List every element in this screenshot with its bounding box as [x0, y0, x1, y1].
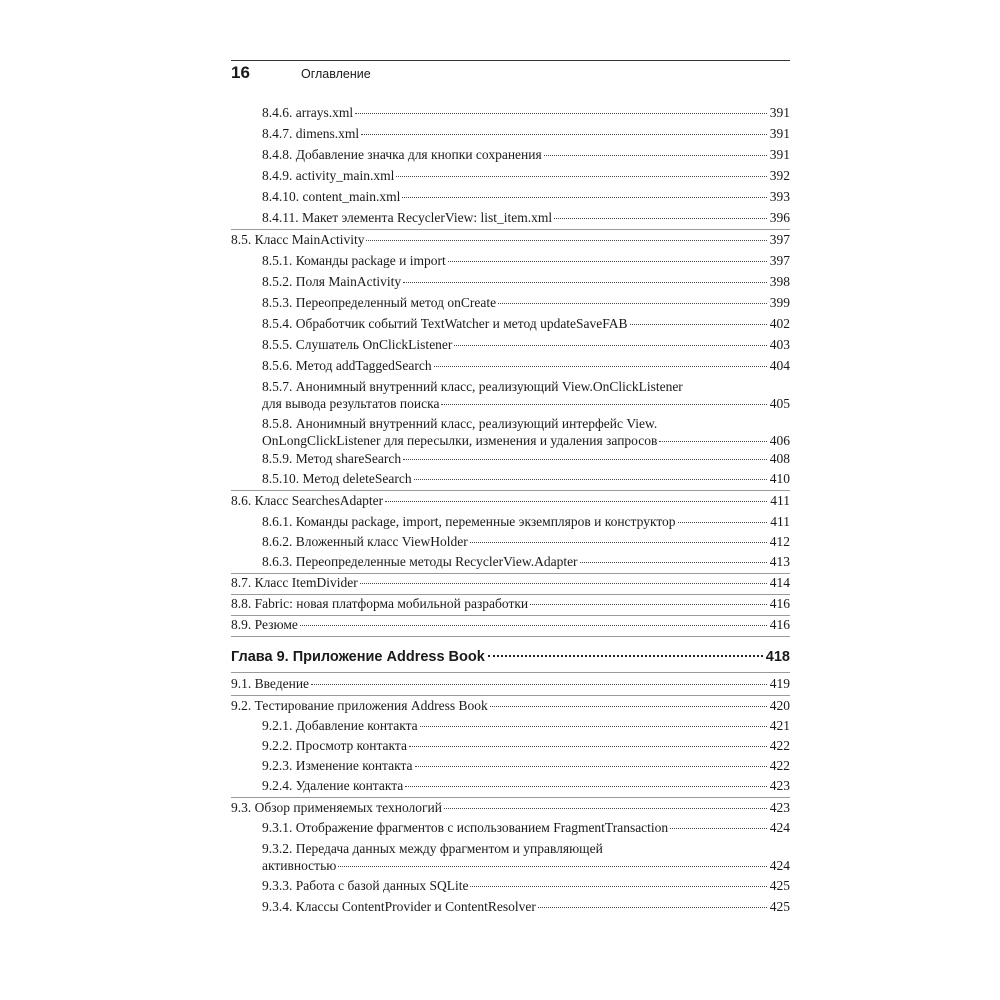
toc-entry	[231, 104, 790, 121]
dot-leader	[403, 282, 767, 283]
toc-entry	[231, 167, 790, 184]
dot-leader	[402, 197, 766, 198]
dot-leader	[405, 786, 766, 787]
dot-leader	[538, 907, 767, 908]
dot-leader	[670, 828, 767, 829]
toc-section-page: 411	[770, 493, 790, 508]
toc-entry-title: 8.5.10. Метод deleteSearch	[262, 471, 412, 486]
toc-entry	[231, 125, 790, 142]
dot-leader	[396, 176, 766, 177]
toc-section-page: 414	[769, 575, 790, 590]
section-divider	[231, 672, 790, 673]
toc-entry-title: 9.2.1. Добавление контакта	[262, 718, 418, 733]
toc-entry	[231, 898, 790, 915]
dot-leader	[580, 562, 767, 563]
dot-leader	[415, 766, 767, 767]
dot-leader	[488, 655, 763, 657]
toc-section-title: 9.2. Тестирование приложения Address Book	[231, 698, 488, 713]
toc-entry-page: 399	[769, 295, 790, 310]
toc-chapter-heading	[231, 648, 790, 666]
toc-entry-multiline	[231, 840, 790, 874]
toc-chapter-title: Глава 9. Приложение Address Book	[231, 649, 485, 665]
toc-entry-page: 391	[769, 126, 790, 141]
toc-chapter-page: 418	[765, 649, 790, 665]
toc-entry-title-line2: активностью	[262, 858, 337, 873]
toc-entry-title: 8.4.10. content_main.xml	[262, 189, 401, 204]
dot-leader	[448, 261, 767, 262]
toc-entry	[231, 357, 790, 374]
dot-leader	[366, 240, 766, 241]
toc-entry-page: 413	[769, 554, 790, 569]
dot-leader	[360, 583, 767, 584]
toc-entry-title: 9.3.4. Классы ContentProvider и ContentResolver	[262, 899, 536, 914]
toc-entry	[231, 533, 790, 550]
dot-leader	[420, 726, 767, 727]
dot-leader	[659, 441, 766, 442]
dot-leader	[338, 866, 766, 867]
toc-entry-title: 8.5.4. Обработчик событий TextWatcher и метод updateSaveFAB	[262, 316, 628, 331]
toc-entry	[231, 737, 790, 754]
dot-leader	[444, 808, 767, 809]
toc-entry-title: 8.4.7. dimens.xml	[262, 126, 360, 141]
toc-entry-title: 9.2.2. Просмотр контакта	[262, 738, 407, 753]
toc-section-title: 8.5. Класс MainActivity	[231, 232, 365, 247]
toc-entry-page: 422	[769, 758, 790, 773]
toc-section	[231, 231, 790, 248]
toc-entry	[231, 513, 790, 530]
dot-leader	[490, 706, 767, 707]
toc-entry	[231, 777, 790, 794]
toc-entry	[231, 336, 790, 353]
toc-entry	[231, 209, 790, 226]
dot-leader	[530, 604, 767, 605]
toc-entry-page: 396	[769, 210, 790, 225]
toc-entry	[231, 252, 790, 269]
toc-entry-page: 393	[769, 189, 790, 204]
dot-leader	[403, 459, 767, 460]
toc-entry-page: 392	[769, 168, 790, 183]
dot-leader	[361, 134, 767, 135]
toc-entry	[231, 470, 790, 487]
toc-entry-title: 8.4.9. activity_main.xml	[262, 168, 395, 183]
toc-section	[231, 697, 790, 714]
toc-entry-title: 8.6.2. Вложенный класс ViewHolder	[262, 534, 468, 549]
toc-entry-page: 404	[769, 358, 790, 373]
dot-leader	[544, 155, 767, 156]
toc-section-page: 416	[769, 596, 790, 611]
toc-entry	[231, 146, 790, 163]
section-divider	[231, 695, 790, 696]
toc-section	[231, 616, 790, 633]
toc-section	[231, 799, 790, 816]
toc-entry-page: 410	[769, 471, 790, 486]
toc-entry-title: 8.4.11. Макет элемента RecyclerView: list_item.xml	[262, 210, 553, 225]
section-divider	[231, 490, 790, 491]
page-number: 16	[231, 63, 250, 82]
toc-entry-page: 402	[769, 316, 790, 331]
toc-entry	[231, 717, 790, 734]
dot-leader	[470, 886, 766, 887]
toc-entry	[231, 757, 790, 774]
dot-leader	[441, 404, 766, 405]
toc-entry-title: 8.5.1. Команды package и import	[262, 253, 446, 268]
toc-entry-title: 9.2.3. Изменение контакта	[262, 758, 413, 773]
dot-leader	[630, 324, 767, 325]
section-divider	[231, 797, 790, 798]
toc-entry	[231, 315, 790, 332]
dot-leader	[678, 522, 768, 523]
book-page	[231, 0, 790, 1000]
toc-entry-page: 425	[769, 899, 790, 914]
toc-section-page: 423	[769, 800, 790, 815]
dot-leader	[454, 345, 766, 346]
toc-entry-page: 421	[769, 718, 790, 733]
toc-entry	[231, 877, 790, 894]
toc-entry-page: 425	[769, 878, 790, 893]
toc-entry-title-line2: OnLongClickListener для пересылки, изменения и удаления запросов	[262, 433, 658, 448]
toc-entry-title: 8.5.5. Слушатель OnClickListener	[262, 337, 453, 352]
toc-section-title: 8.6. Класс SearchesAdapter	[231, 493, 384, 508]
toc-entry-page: 422	[769, 738, 790, 753]
toc-entry-page: 391	[769, 147, 790, 162]
toc-entry-title: 9.3.3. Работа с базой данных SQLite	[262, 878, 469, 893]
toc-section-title: 9.1. Введение	[231, 676, 310, 691]
toc-entry-page: 412	[769, 534, 790, 549]
toc-entry-page: 408	[769, 451, 790, 466]
toc-entry-multiline	[231, 415, 790, 449]
toc-entry-title: 8.4.8. Добавление значка для кнопки сохранения	[262, 147, 542, 162]
dot-leader	[355, 113, 767, 114]
dot-leader	[414, 479, 767, 480]
toc-entry-page: 406	[769, 433, 790, 448]
toc-section-page: 419	[769, 676, 790, 691]
toc-section	[231, 675, 790, 692]
toc-entry-title: 8.5.2. Поля MainActivity	[262, 274, 402, 289]
toc-entry-page: 411	[770, 514, 790, 529]
toc-entry-multiline	[231, 378, 790, 412]
dot-leader	[409, 746, 767, 747]
toc-entry	[231, 450, 790, 467]
toc-entry-page: 391	[769, 105, 790, 120]
toc-entry-page: 423	[769, 778, 790, 793]
toc-entry	[231, 188, 790, 205]
toc-entry-page: 398	[769, 274, 790, 289]
toc-entry-page: 403	[769, 337, 790, 352]
running-title: Оглавление	[301, 67, 371, 81]
toc-section	[231, 492, 790, 509]
toc-section-page: 420	[769, 698, 790, 713]
toc-entry-title-line2: для вывода результатов поиска	[262, 396, 440, 411]
toc-section-title: 8.7. Класс ItemDivider	[231, 575, 358, 590]
dot-leader	[300, 625, 767, 626]
toc-entry-page: 397	[769, 253, 790, 268]
section-divider	[231, 229, 790, 230]
toc-entry	[231, 273, 790, 290]
toc-entry-title: 8.6.3. Переопределенные методы RecyclerView.Adapter	[262, 554, 578, 569]
dot-leader	[385, 501, 767, 502]
dot-leader	[434, 366, 767, 367]
toc-entry-page: 424	[769, 858, 790, 873]
toc-entry-title: 9.3.1. Отображение фрагментов с использованием FragmentTransaction	[262, 820, 669, 835]
toc-entry-title: 8.4.6. arrays.xml	[262, 105, 354, 120]
toc-section-title: 8.9. Резюме	[231, 617, 298, 632]
toc-entry-title-line1: 8.5.7. Анонимный внутренний класс, реализующий View.OnClickListener	[262, 379, 683, 394]
dot-leader	[470, 542, 767, 543]
toc-entry-title: 8.5.3. Переопределенный метод onCreate	[262, 295, 497, 310]
toc-entry-page: 424	[769, 820, 790, 835]
dot-leader	[554, 218, 767, 219]
toc-section-title: 8.8. Fabric: новая платформа мобильной разработки	[231, 596, 529, 611]
toc-entry-title: 8.5.9. Метод shareSearch	[262, 451, 402, 466]
toc-entry-title: 8.6.1. Команды package, import, переменные экземпляров и конструктор	[262, 514, 676, 529]
toc-entry-title: 8.5.6. Метод addTaggedSearch	[262, 358, 432, 373]
table-of-contents	[231, 0, 790, 1000]
dot-leader	[311, 684, 767, 685]
toc-entry-page: 405	[769, 396, 790, 411]
toc-entry	[231, 819, 790, 836]
toc-section-page: 397	[769, 232, 790, 247]
toc-entry	[231, 294, 790, 311]
dot-leader	[498, 303, 767, 304]
toc-section	[231, 574, 790, 591]
toc-section	[231, 595, 790, 612]
section-divider	[231, 636, 790, 637]
toc-section-title: 9.3. Обзор применяемых технологий	[231, 800, 443, 815]
toc-entry	[231, 553, 790, 570]
toc-entry-title-line1: 8.5.8. Анонимный внутренний класс, реализующий интерфейс View.	[262, 416, 658, 431]
toc-entry-title: 9.2.4. Удаление контакта	[262, 778, 404, 793]
toc-section-page: 416	[769, 617, 790, 632]
toc-entry-title-line1: 9.3.2. Передача данных между фрагментом и управляющей	[262, 841, 603, 856]
